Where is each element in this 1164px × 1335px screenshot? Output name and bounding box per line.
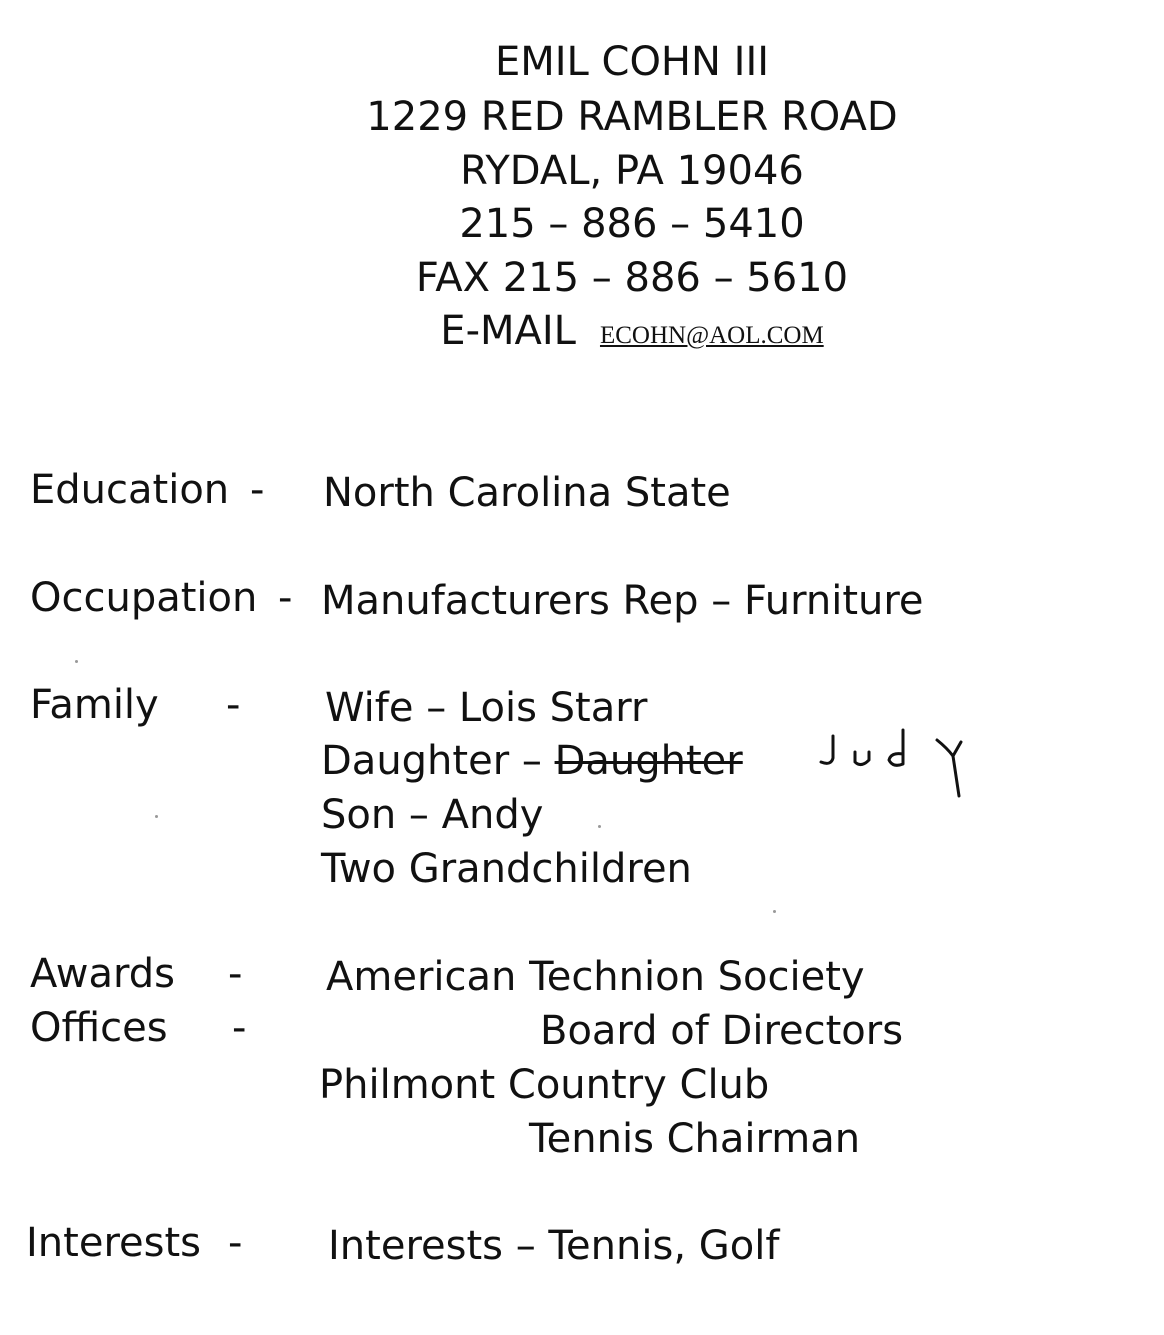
- scan-speck: [155, 815, 158, 818]
- offices-org1-role: Board of Directors: [540, 1008, 904, 1054]
- daughter-struck-text: Daughter: [554, 738, 743, 784]
- offices-org2: Philmont Country Club: [319, 1062, 770, 1108]
- occupation-label: Occupation: [30, 575, 258, 621]
- occupation-value: Manufacturers Rep – Furniture: [321, 578, 924, 624]
- scan-speck: [75, 660, 78, 663]
- email-link[interactable]: ECOHN@AOL.COM: [599, 322, 824, 349]
- interests-label: Interests: [26, 1220, 201, 1266]
- header-city: RYDAL, PA 19046: [460, 148, 804, 194]
- offices-org2-role: Tennis Chairman: [529, 1116, 861, 1162]
- occupation-dash: -: [278, 575, 293, 621]
- header-phone: 215 – 886 – 5410: [459, 201, 805, 247]
- daughter-prefix: Daughter –: [321, 738, 555, 784]
- education-label: Education: [30, 467, 230, 513]
- family-dash: -: [226, 682, 241, 728]
- offices-dash: -: [232, 1005, 247, 1051]
- education-value: North Carolina State: [323, 470, 731, 516]
- scan-speck: [773, 910, 776, 913]
- family-wife: Wife – Lois Starr: [325, 685, 648, 731]
- family-son: Son – Andy: [321, 792, 544, 838]
- family-daughter: [321, 737, 743, 785]
- awards-dash: -: [228, 951, 243, 997]
- email-label: E-MAIL: [440, 308, 576, 354]
- scan-speck: [598, 825, 601, 828]
- header-street: 1229 RED RAMBLER ROAD: [366, 94, 898, 140]
- offices-label: Offices: [30, 1005, 168, 1051]
- family-grandchildren: Two Grandchildren: [321, 846, 692, 892]
- header-name: EMIL COHN III: [494, 39, 770, 85]
- interests-dash: -: [228, 1220, 243, 1266]
- interests-value: Interests – Tennis, Golf: [328, 1223, 780, 1269]
- header-email-line: [50, 307, 1164, 360]
- header-fax: FAX 215 – 886 – 5610: [415, 255, 849, 301]
- handwritten-judy: [815, 722, 985, 812]
- education-dash: -: [250, 467, 265, 513]
- offices-org1: American Technion Society: [326, 954, 865, 1000]
- awards-label: Awards: [30, 951, 175, 997]
- family-label: Family: [30, 682, 159, 728]
